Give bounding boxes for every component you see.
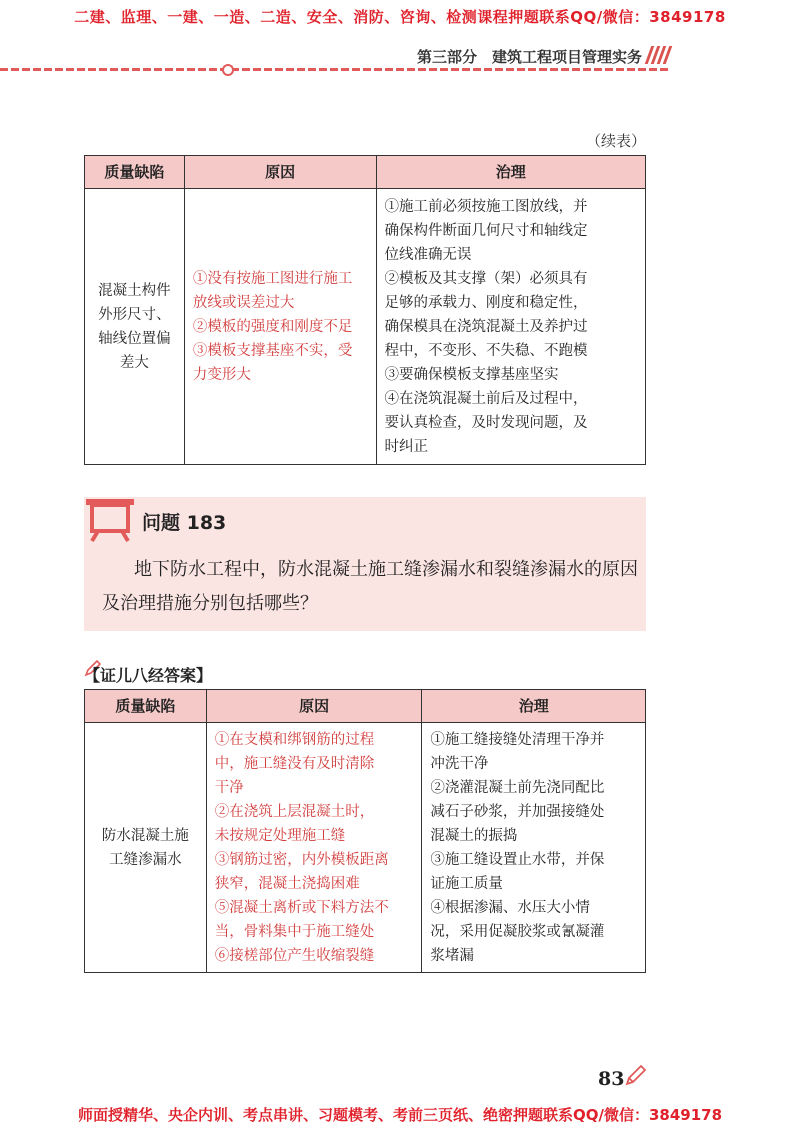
defect-table-1: [84, 155, 646, 465]
cause-line: 放线或误差过大: [192, 294, 295, 311]
cause-line: 力变形大: [192, 366, 251, 383]
column-header-fix: 治理: [376, 156, 646, 189]
defect-line: 工缝渗漏水: [109, 851, 182, 868]
section-header: 第三部分 建筑工程项目管理实务: [416, 48, 642, 66]
question-title: 问题 183: [142, 512, 227, 534]
defect-line: 外形尺寸、: [98, 306, 171, 323]
fix-cell: [422, 723, 646, 973]
column-header-cause: 原因: [184, 156, 376, 189]
table-header-row: [85, 690, 646, 723]
cause-line: 未按规定处理施工缝: [214, 827, 346, 844]
fix-line: 时纠正: [384, 438, 428, 455]
page-number: 83: [598, 1068, 625, 1090]
column-header-cause: 原因: [206, 690, 422, 723]
defect-line: 轴线位置偏: [98, 330, 171, 347]
fix-line: 减石子砂浆，并加强接缝处: [430, 803, 605, 820]
defect-line: 混凝土构件: [98, 282, 171, 299]
cause-line: 狭窄，混凝土浇捣困难: [214, 875, 360, 892]
fix-line: 混凝土的振捣: [430, 827, 518, 844]
cause-line: ②在浇筑上层混凝土时，: [214, 803, 375, 820]
fix-line: 位线准确无误: [384, 246, 472, 263]
fix-line: 足够的承载力、刚度和稳定性，: [384, 294, 588, 311]
fix-line: ②浇灌混凝土前先浇同配比: [430, 779, 605, 796]
cause-line: ②模板的强度和刚度不足: [192, 318, 353, 335]
fix-line: 确保模具在浇筑混凝土及养护过: [384, 318, 588, 335]
table-header-row: [85, 156, 646, 189]
header-rule-marker: [222, 64, 234, 76]
fix-line: ②模板及其支撑（架）必须具有: [384, 270, 588, 287]
fix-line: 浆堵漏: [430, 947, 474, 964]
defect-cell: [85, 189, 185, 465]
fix-line: 况，采用促凝胶浆或氰凝灌: [430, 923, 605, 940]
bottom-banner: 师面授精华、央企内训、考点串讲、习题模考、考前三页纸、绝密押题联系QQ/微信：3849178: [77, 1106, 723, 1124]
fix-line: ③要确保模板支撑基座坚实: [384, 366, 559, 383]
fix-cell: [376, 189, 646, 465]
cause-line: 中，施工缝没有及时清除: [214, 755, 375, 772]
fix-line: 程中，不变形、不失稳、不跑模: [384, 342, 588, 359]
pencil-icon: [624, 1063, 648, 1087]
fix-line: ①施工前必须按施工图放线，并: [384, 198, 588, 215]
header-rule: [0, 68, 670, 71]
continuation-label: （续表）: [585, 132, 646, 150]
cause-cell: [184, 189, 376, 465]
cause-line: ③钢筋过密，内外模板距离: [214, 851, 389, 868]
question-body: 地下防水工程中，防水混凝土施工缝渗漏水和裂缝渗漏水的原因及治理措施分别包括哪些？: [102, 559, 638, 614]
cause-line: ①在支模和绑钢筋的过程: [214, 731, 375, 748]
column-header-fix: 治理: [422, 690, 646, 723]
defect-cell: [85, 723, 207, 973]
top-banner: 二建、监理、一建、一造、二造、安全、消防、咨询、检测课程押题联系QQ/微信：3849178: [74, 8, 726, 26]
cause-line: 当，骨料集中于施工缝处: [214, 923, 375, 940]
cause-cell: [206, 723, 422, 973]
cause-line: ③模板支撑基座不实，受: [192, 342, 353, 359]
table-row: [85, 189, 646, 465]
header-bars-decoration: [648, 46, 678, 64]
board-icon: [84, 497, 136, 543]
table-row: [85, 723, 646, 973]
fix-line: ①施工缝接缝处清理干净并: [430, 731, 605, 748]
fix-line: ④根据渗漏、水压大小情: [430, 899, 590, 916]
fix-line: ③施工缝设置止水带，并保: [430, 851, 605, 868]
cause-line: ⑤混凝土离析或下料方法不: [214, 899, 389, 916]
fix-line: 冲洗干净: [430, 755, 489, 772]
defect-line: 差大: [119, 354, 149, 371]
cause-line: ⑥接槎部位产生收缩裂缝: [214, 947, 375, 964]
defect-table-2: [84, 689, 646, 973]
fix-line: 证施工质量: [430, 875, 503, 892]
fix-line: ④在浇筑混凝土前后及过程中，: [384, 390, 588, 407]
answer-label: 【证儿八经答案】: [84, 666, 213, 685]
fix-line: 确保构件断面几何尺寸和轴线定: [384, 222, 588, 239]
column-header-defect: 质量缺陷: [85, 156, 185, 189]
defect-line: 防水混凝土施: [101, 827, 189, 844]
column-header-defect: 质量缺陷: [85, 690, 207, 723]
cause-line: 干净: [214, 779, 244, 796]
cause-line: ①没有按施工图进行施工: [192, 270, 353, 287]
fix-line: 要认真检查，及时发现问题，及: [384, 414, 588, 431]
